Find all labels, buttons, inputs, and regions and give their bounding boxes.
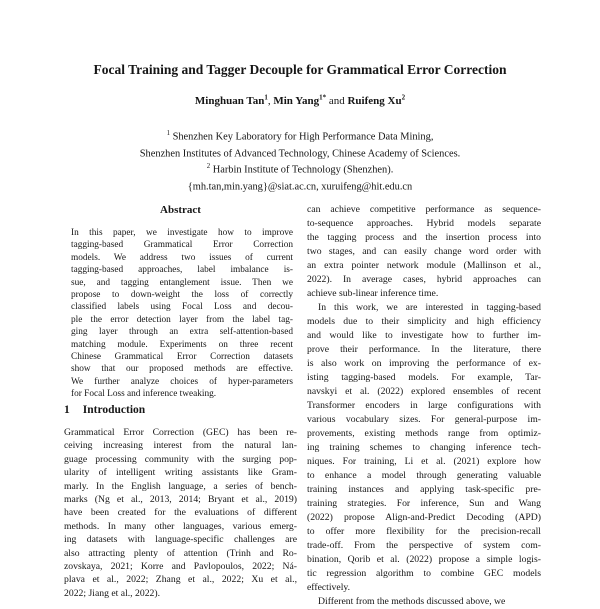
text-line: tagging-based Grammatical Error Correction [71,240,293,251]
affiliation-text: Shenzhen Institutes of Advanced Technology, Chinese Academy of Sciences. [139,148,461,160]
text-line: and would like to investigate how to further im- [307,330,541,341]
text-line: models. We address two issues of current [71,252,293,263]
text-line: tic regression algorithm to combine GEC models [307,568,541,579]
text-line: Chinese Grammatical Error Correction datasets [71,351,293,362]
text-line: classified labels using Focal Loss and decou- [71,302,293,313]
author-affiliation-mark: 2 [401,93,406,101]
text-line: show that our proposed methods are effective. [71,364,293,375]
author-separator: , [267,94,274,107]
text-line: ging layer through an extra self-attention-based [71,327,293,338]
section-title: Introduction [82,404,146,416]
abstract-heading: Abstract [160,204,201,216]
email-line [0,177,600,194]
text-line: methods. In many other languages, various emerg- [64,520,297,532]
text-line: an extra pointer network module (Mallinson et al., [307,260,541,271]
text-line: to-sequence approaches. Hybrid models separate [307,218,541,229]
text-line: Grammatical Error Correction (GEC) has been re- [64,427,297,438]
body-paragraph [307,595,541,609]
introduction-paragraph [64,426,297,600]
text-line: training strategies. For inference, Sun and Wang [307,498,541,509]
author-name: Min Yang [273,94,320,107]
text-line: can achieve competitive performance as sequence- [307,204,541,215]
text-line: We further analyze choices of hyper-parameters [71,376,293,387]
author-affiliation-mark: 1 [264,93,268,101]
text-line: ing datasets with language-specific challenges are [64,534,297,546]
text-line: bination, Qorib et al. (2022) propose a simple logis- [307,554,541,565]
text-line: effectively. [307,582,351,593]
section-heading [64,404,145,416]
text-line: marly. In the English language, a series of bench- [64,480,297,492]
text-line: plava et al., 2022; Zhang et al., 2022; Xu et al., [64,574,297,586]
affiliation-mark: 2 [206,163,211,171]
text-line: 2022). In average cases, hybrid approaches can [307,274,541,285]
body-paragraph [307,203,541,301]
text-line: In this work, we are interested in tagging-based [318,302,541,313]
text-line: In this paper, we investigate how to improve [71,228,293,238]
text-line: the tagging process and the insertion process into [307,232,541,243]
email-text: {mh.tan,min.yang}@siat.ac.cn, xuruifeng@hit.edu.cn [187,181,413,193]
text-line: guage processing community with the surging pop- [64,453,297,465]
affiliation-text: Shenzhen Key Laboratory for High Performance Data Mining, [169,131,434,143]
section-number: 1 [64,404,70,416]
text-line: have been created for the evaluations of different [64,507,297,519]
text-line: for Focal Loss and inference tweaking. [71,389,217,400]
text-line: two stages, and can easily change word order with [307,246,541,257]
affiliations-block [0,127,600,194]
text-line: tagging-based approaches, label imbalance is- [71,265,293,276]
text-line: ple the error detection layer from the label tag- [71,314,293,325]
abstract-paragraph [71,227,293,400]
author-name: Minghuan Tan [194,94,265,107]
text-line: isting tagging-based models. For example, Tar- [307,372,541,383]
text-line: achieve sub-linear inference time. [307,288,439,299]
author-name: Ruifeng Xu [347,94,402,107]
paper-title: Focal Training and Tagger Decouple for Grammatical Error Correction [93,62,507,77]
text-line: sue, and tagging entanglement issue. Then we [71,277,293,288]
left-column [64,202,297,600]
text-line: Different from the methods discussed above, we [318,596,506,607]
text-line: matching module. Experiments on three recent [71,339,293,350]
affiliation-line [0,160,600,177]
author [273,95,347,107]
text-line: prove their performance. In the literature, there [307,344,541,355]
text-line: models due to their simplicity and high efficiency [307,316,541,327]
text-line: (2022) propose Align-and-Predict Decoding (APD) [307,512,541,523]
affiliation-line [0,127,600,144]
text-line: navskyi et al. (2022) explored ensembles of recent [307,386,541,397]
affiliation-text: Harbin Institute of Technology (Shenzhen). [210,164,394,176]
text-line: ularity of intelligent writing assistants like Gram- [64,467,297,479]
right-column [307,203,541,607]
text-line: also attracting plenty of attention (Trinh and Ro- [64,547,297,559]
author-line [0,93,600,107]
text-line: to enhance a model through generating valuable [307,470,541,481]
text-line: zovskaya, 2021; Korre and Pavlopoulos, 2022; Ná- [64,560,297,572]
author-separator: and [326,94,348,107]
author [347,95,405,107]
text-line: training instances and applying task-specific pre- [307,484,541,495]
text-line: various vocabulary sizes. For general-purpose im- [307,414,541,425]
text-line: is also work on improving the performance of ex- [307,358,541,369]
text-line: 2022; Jiang et al., 2022). [64,587,161,599]
text-line: propose to down-weight the loss of correctly [71,289,293,300]
affiliation-mark: 1 [166,130,170,137]
affiliation-line [0,144,600,161]
author [195,95,273,107]
text-line: niques. For training, Li et al. (2021) explore how [307,456,541,467]
text-line: ceiving increasing interest from the natural lan- [64,440,297,452]
text-line: to offer more flexibility for the precision-recall [307,526,541,537]
text-line: marks (Ng et al., 2013, 2014; Bryant et al., 2019) [64,493,297,505]
text-line: Transformer encoders in large configurations with [307,400,541,411]
text-line: trade-off. From the perspective of system com- [307,540,541,551]
text-line: provements, existing methods range from optimiz- [307,428,541,439]
body-paragraph [307,301,541,595]
text-line: ing training schemes to changing inference tech- [307,442,541,453]
author-affiliation-mark: 1* [319,93,327,101]
